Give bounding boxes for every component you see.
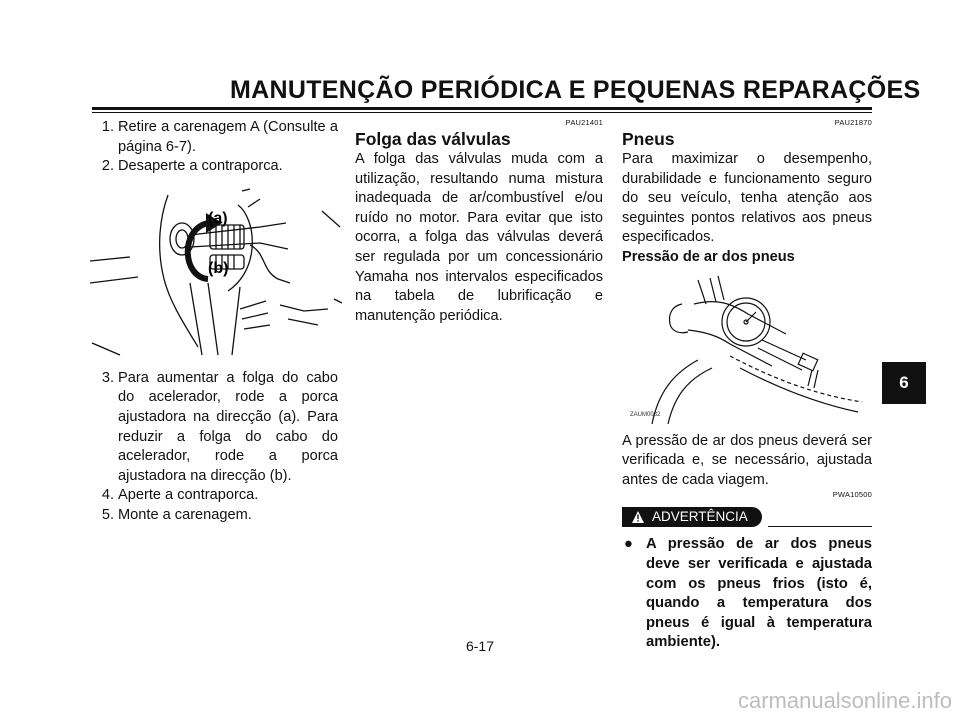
warning-header — [622, 506, 872, 527]
step-text: Para aumentar a folga do cabo do acelerador, rode a porca ajustadora na direcção (a). Para reduzir a folga do cabo do acelerador, rode a porca ajustadora na direcção (b). — [118, 369, 338, 484]
step-number: 4. — [101, 487, 114, 504]
step-text: Monte a carenagem. — [118, 506, 252, 523]
page-title: MANUTENÇÃO PERIÓDICA E PEQUENAS REPARAÇÕES — [230, 76, 921, 104]
step-item — [96, 486, 338, 506]
valve-clearance-body: A folga das válvulas muda com a utilização, resultando numa mistura inadequada de ar/combustível e/ou ruído no motor. Para evitar que isto ocorra, a folga das válvulas deverá ser regulada por um concessionário Yamaha nos intervalos especificados na tabela de lubrificação e manutenção periódica. — [355, 151, 603, 324]
tire-pressure-body: A pressão de ar dos pneus deverá ser verificada e, se necessário, ajustada antes de cada viagem. — [622, 432, 872, 488]
page-number: 6-17 — [465, 638, 495, 654]
bullet-dot-icon: ● — [624, 536, 633, 553]
step-item — [96, 157, 338, 177]
tires-heading: Pneus — [622, 129, 675, 149]
warning-rule — [768, 526, 872, 527]
header-rule-thin — [92, 112, 872, 113]
chapter-tab[interactable]: 6 — [882, 362, 926, 404]
step-number: 2. — [101, 158, 114, 175]
tire-pressure-subheading: Pressão de ar dos pneus — [622, 248, 795, 265]
warning-bullet — [622, 535, 872, 653]
step-item — [96, 369, 338, 487]
steps-list-a — [96, 118, 338, 177]
section-code: PAU21401 — [565, 118, 603, 127]
column-left — [96, 118, 338, 526]
column-right — [622, 118, 872, 653]
step-text: Desaperte a contraporca. — [118, 158, 283, 175]
warning-bullet-text: A pressão de ar dos pneus deve ser verificada e ajustada com os pneus frios (isto é, quando a temperatura dos pneus é igual à temperatura ambiente). — [646, 536, 872, 651]
warning-code: PWA10500 — [832, 490, 872, 500]
tire-pressure-gauge-figure — [622, 274, 872, 424]
step-text: Aperte a contraporca. — [118, 487, 259, 504]
step-item — [96, 118, 338, 157]
warning-triangle-icon — [632, 511, 644, 523]
label-b: (b) — [208, 259, 229, 277]
warning-label: ADVERTÊNCIA — [652, 508, 748, 524]
tires-intro: Para maximizar o desempenho, durabilidade e funcionamento seguro do seu veículo, tenha atenção aos seguintes pontos relativos aos pneus especificados. — [622, 151, 872, 246]
step-item — [96, 506, 338, 526]
watermark: carmanualsonline.info — [737, 688, 952, 713]
header-rule — [92, 107, 872, 110]
label-a: (a) — [208, 209, 228, 227]
column-middle — [355, 118, 603, 326]
step-text: Retire a carenagem A (Consulte a página 6-7). — [118, 119, 338, 155]
step-number: 3. — [101, 369, 114, 386]
throttle-cable-figure — [90, 187, 342, 357]
step-number: 1. — [101, 119, 114, 135]
section-code: PAU21870 — [834, 118, 872, 127]
warning-badge — [622, 507, 762, 527]
steps-list-b — [96, 369, 338, 526]
figure-code: ZAUM0082 — [630, 411, 661, 418]
step-number: 5. — [101, 506, 114, 523]
valve-clearance-heading: Folga das válvulas — [355, 129, 511, 149]
